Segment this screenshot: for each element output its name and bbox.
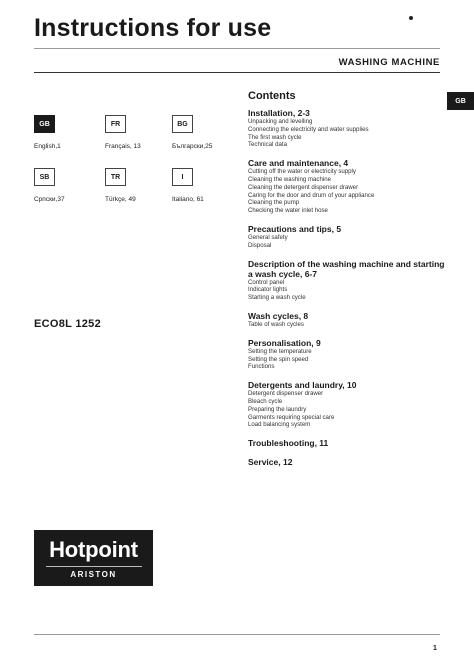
- section-title[interactable]: Service, 12: [248, 457, 293, 468]
- section-item[interactable]: Table of wash cycles: [248, 320, 304, 328]
- language-code-badge: GB: [34, 115, 55, 133]
- contents-section: [248, 259, 448, 302]
- language-item-tr[interactable]: [105, 168, 175, 203]
- language-label: English,1: [34, 143, 61, 150]
- contents-section: [248, 457, 448, 467]
- language-item-i[interactable]: [172, 168, 242, 203]
- section-item[interactable]: Connecting the electricity and water supplies: [248, 125, 369, 133]
- section-item[interactable]: General safety: [248, 233, 288, 241]
- section-item[interactable]: Caring for the door and drum of your appliance: [248, 191, 375, 199]
- section-title[interactable]: Precautions and tips, 5: [248, 223, 342, 234]
- contents-section: [248, 380, 448, 429]
- language-label: Italiano, 61: [172, 196, 204, 203]
- language-code-badge: BG: [172, 115, 193, 133]
- section-title[interactable]: Description of the washing machine and starting a wash cycle, 6-7: [248, 258, 445, 279]
- subtitle-divider: [34, 72, 440, 73]
- section-item[interactable]: Cleaning the detergent dispenser drawer: [248, 183, 359, 191]
- brand-name: Hotpoint: [49, 537, 138, 562]
- contents-section: [248, 438, 448, 448]
- contents-sections: [248, 108, 448, 467]
- section-item[interactable]: Cleaning the pump: [248, 199, 300, 207]
- language-code-badge: SB: [34, 168, 55, 186]
- section-item[interactable]: Bleach cycle: [248, 397, 283, 405]
- section-title[interactable]: Personalisation, 9: [248, 337, 321, 348]
- section-item[interactable]: Cutting off the water or electricity supply: [248, 168, 356, 176]
- language-label: Српски,37: [34, 196, 65, 203]
- language-item-fr[interactable]: [105, 115, 175, 150]
- language-code-badge: TR: [105, 168, 126, 186]
- section-title[interactable]: Troubleshooting, 11: [248, 438, 329, 449]
- section-item[interactable]: Detergent dispenser drawer: [248, 390, 324, 398]
- section-item[interactable]: Unpacking and levelling: [248, 118, 313, 125]
- section-item[interactable]: Setting the spin speed: [248, 355, 309, 363]
- section-title[interactable]: Installation, 2-3: [248, 108, 310, 118]
- product-type: WASHING MACHINE: [338, 57, 440, 68]
- section-item[interactable]: Starting a wash cycle: [248, 294, 306, 302]
- language-label: Български,25: [172, 143, 213, 150]
- section-item[interactable]: Disposal: [248, 241, 272, 249]
- contents-heading: Contents: [248, 90, 296, 102]
- section-item[interactable]: Control panel: [248, 278, 285, 286]
- page-number: 1: [433, 645, 437, 652]
- language-code-badge: FR: [105, 115, 126, 133]
- section-item[interactable]: Checking the water inlet hose: [248, 207, 328, 215]
- section-title[interactable]: Wash cycles, 8: [248, 310, 309, 321]
- language-item-sb[interactable]: [34, 168, 104, 203]
- section-item[interactable]: Technical data: [248, 141, 287, 149]
- decorative-dot: [409, 16, 413, 20]
- section-item[interactable]: The first wash cycle: [248, 133, 302, 141]
- section-item[interactable]: Preparing the laundry: [248, 405, 307, 413]
- language-label: Français, 13: [105, 143, 141, 150]
- section-item[interactable]: Functions: [248, 363, 275, 371]
- section-item[interactable]: Setting the temperature: [248, 347, 312, 355]
- logo-divider: [46, 566, 142, 567]
- section-item[interactable]: Cleaning the washing machine: [248, 175, 331, 183]
- section-title[interactable]: Care and maintenance, 4: [248, 158, 349, 169]
- brand-subname: ARISTON: [70, 570, 117, 579]
- contents-section: [248, 311, 448, 329]
- language-side-tab: GB: [447, 92, 474, 110]
- language-item-gb[interactable]: [34, 115, 104, 150]
- model-number: ECO8L 1252: [34, 318, 102, 330]
- contents-section: [248, 338, 448, 371]
- language-item-bg[interactable]: [172, 115, 242, 150]
- brand-logo: [34, 530, 153, 586]
- table-of-contents: [248, 90, 448, 476]
- footer-divider: [34, 634, 440, 635]
- section-item[interactable]: Indicator lights: [248, 286, 288, 294]
- section-item[interactable]: Garments requiring special care: [248, 413, 335, 421]
- language-code-badge: I: [172, 168, 193, 186]
- contents-section: [248, 108, 448, 149]
- document-title: Instructions for use: [34, 14, 272, 42]
- section-title[interactable]: Detergents and laundry, 10: [248, 380, 357, 391]
- contents-section: [248, 224, 448, 250]
- top-divider: [34, 48, 440, 49]
- language-label: Türkçe, 49: [105, 196, 136, 203]
- contents-section: [248, 158, 448, 215]
- section-item[interactable]: Load balancing system: [248, 421, 311, 429]
